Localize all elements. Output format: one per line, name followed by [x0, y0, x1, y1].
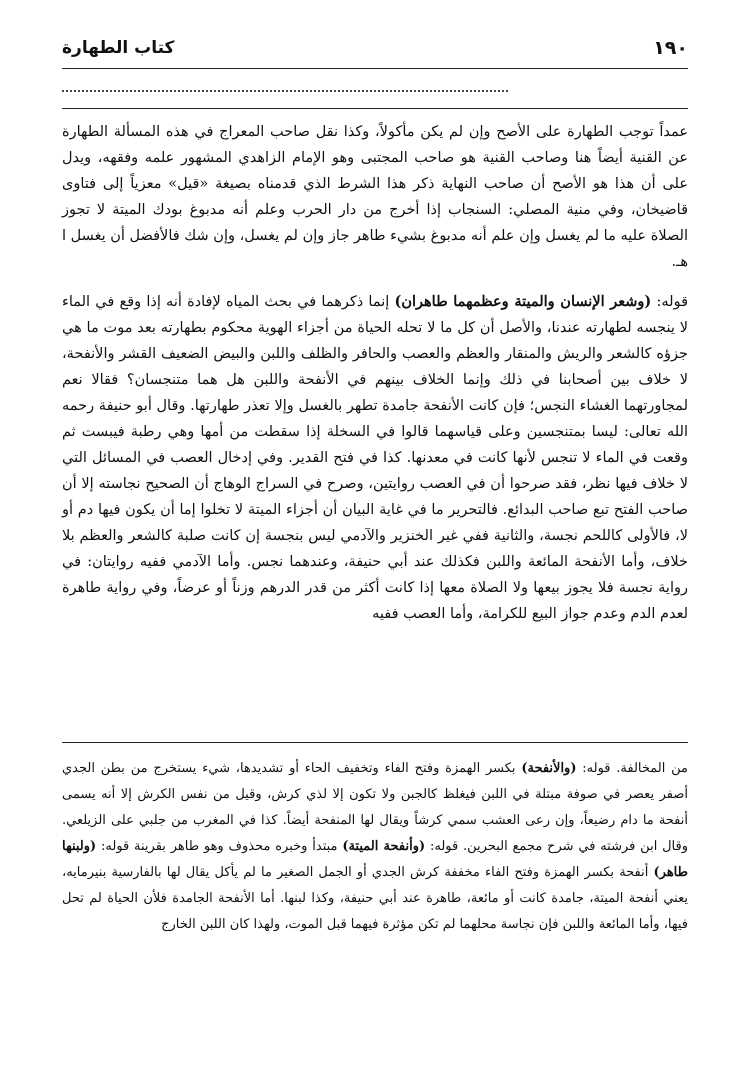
main-text	[62, 119, 688, 627]
page-number: ١٩٠	[653, 37, 688, 59]
paragraph-body: إنما ذكرهما في بحث المياه لإفادة أنه إذا وقع في الماء لا ينجسه لطهارته عندنا، والأصل أن كل ما لا تحله الحياة من أجزاء الهوية محكوم بطهارته بعد موت ما هي جزؤه كالشعر والريش والمنقار والعظم والعصب والحافر والظلف واللبن والبيض الضعيف القشر والأنفحة، لا خلاف بين أصحابنا في ذلك وإنما الخلاف بينهم في الأنفحة واللبن هل هما متنجسان؟ فقالا نعم لمجاورتهما الغشاء النجس؛ فإن كانت الأنفحة جامدة تطهر بالغسل وإلا تعذر طهارتها. وقال أبو حنيفة رحمه الله تعالى: ليسا بمتنجسين وعلى قياسهما قالوا في السخلة إذا سقطت من أمها وهي رطبة فيبست ثم وقعت في الماء لا تنجس لأنها كانت في معدنها. كذا في فتح القدير. وفي إدخال العصب في المسائل التي لا خلاف فيها نظر، فقد صرحوا أن في العصب روايتين، وصرح في السراج الوهاج أن الصحيح نجاسته إلا أن صاحب الفتح تبع صاحب البدائع. فالتحرير ما في غاية البيان أن أجزاء الميتة لا تخلوا إما أن يكون فيها دم أو لا، فالأولى كاللحم نجسة، والثانية ففي غير الخنزير والآدمي ليس بنجسة إن كانت صلبة كالشعر والعظم بلا خلاف، وأما الأنفحة المائعة واللبن فكذلك عند أبي حنيفة، وعندهما نجس. وأما الآدمي ففيه روايتان: في رواية نجسة فلا يجوز بيعها ولا الصلاة معها إذا كانت أكثر من قدر الدرهم وزناً أو عرضاً، وفي رواية طاهرة لعدم الدم وعدم جواز البيع للكرامة، وأما العصب ففيه	[62, 294, 688, 622]
footnote-segment: أنفحة بكسر الهمزة وفتح الفاء مخففة كرش الجدي أو الجمل الصغير ما لم يأكل يقال لها بالفارسية بنيرمايه، يعني أنفحة الميتة، جامدة كانت أو مائعة، طاهرة عند أبي حنيفة، وكذا لبنها. أما الأنفحة الجامدة فلأن الحياة لم تحل فيها، وأما المائعة واللبن فإن نجاسة محلهما لم تكن مؤثرة فيهما قبل الموت، ولهذا كان اللبن الخارج	[62, 865, 688, 932]
footnote-segment: مبتدأ وخبره محذوف وهو طاهر بقرينة قوله:	[96, 839, 343, 854]
header-divider	[62, 68, 688, 69]
footnote-term: (ولبنها طاهر)	[62, 839, 688, 880]
footnote-text	[62, 756, 688, 938]
footnote-term: (وأنفحة الميتة)	[342, 839, 426, 854]
page-header	[62, 30, 688, 66]
paragraph-lead: قوله:	[651, 294, 688, 310]
paragraph-continuation: عمداً توجب الطهارة على الأصح وإن لم يكن مأكولاً، وكذا نقل صاحب المعراج في هذه المسألة الطهارة عن القنية أيضاً هنا وصاحب القنية هو صاحب المجتبى وهو الإمام الزاهدي المشهور علمه وفقهه، ويدل على أن هذا هو الأصح أن صاحب النهاية ذكر هذا الشرط الذي قدمناه بصيغة «قيل» معزياً إلى فتاوى قاضيخان، وفي منية المصلي: السنجاب إذا أخرج من دار الحرب وعلم أنه مدبوغ بودك الميتة لا تجوز الصلاة عليه ما لم يغسل وإن علم أنه مدبوغ بشيء طاهر جاز وإن لم يغسل، وإن شك فالأفضل أن يغسل ا هـ.	[62, 124, 688, 270]
footnote-segment: بكسر الهمزة وفتح الفاء وتخفيف الحاء أو تشديدها، شيء يستخرج من بطن الجدي أصفر يعصر في صوفة مبتلة في اللبن فيغلظ كالجبن ولا تكون إلا لذي كرش، وقيل من نفس الكرش إلا أنه يسمى أنفحة ما دام رضيعاً، وإن رعى العشب سمي كرشاً ويقال لها المنفحة أيضاً. كذا في المغرب من جلبي على الزيلعي. وقال ابن فرشته في شرح مجمع البحرين. قوله:	[62, 761, 689, 854]
footnote-term: (والأنفحة)	[521, 761, 577, 776]
book-title: كتاب الطهارة	[62, 38, 175, 58]
paragraph-commentary	[62, 289, 688, 627]
footnote-divider	[62, 742, 688, 743]
footnote-segment: من المخالفة. قوله:	[576, 761, 689, 776]
footnotes	[62, 756, 688, 938]
text-top-divider	[62, 108, 688, 109]
quoted-matn: (وشعر الإنسان والميتة وعظمهما طاهران)	[394, 293, 652, 310]
